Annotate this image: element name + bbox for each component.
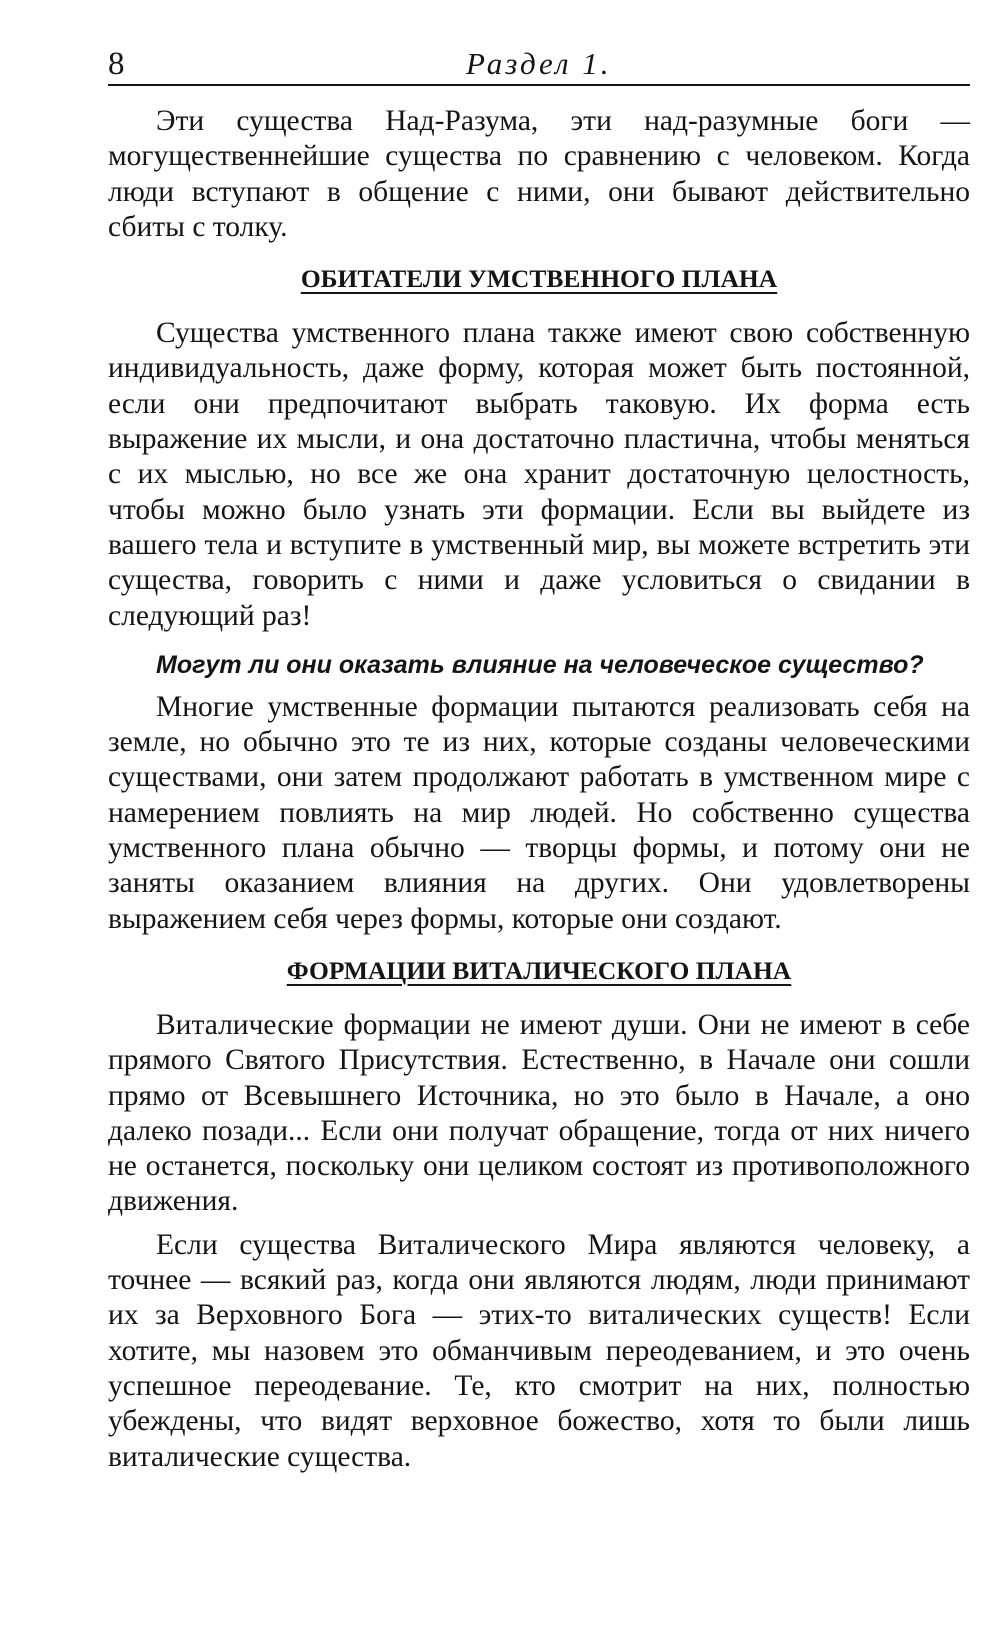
section-heading-vital-plane: ФОРМАЦИИ ВИТАЛИЧЕСКОГО ПЛАНА: [286, 955, 792, 985]
page-header: [108, 44, 970, 86]
mental-plane-paragraph: Существа умственного плана также имеют свою собственную индивидуальность, даже форму, которая может быть постоянной, если они предпочитают выбрать таковую. Их форма есть выражение их мысли, и она достаточно пластична, чтобы меняться с их мыслью, но все же она хранит достаточную целостность, чтобы можно было узнать эти формации. Если вы выйдете из вашего тела и вступите в умственный мир, вы можете встретить эти существа, говорить с ними и даже условиться о свидании в следующий раз!: [108, 317, 970, 632]
page-number: 8: [108, 46, 125, 82]
answer-paragraph: Многие умственные формации пытаются реализовать себя на земле, но обычно это те из них, которые созданы человеческими существами, они затем продолжают работать в умственном мире с намерением повлиять на мир людей. Но собственно существа умственного плана обычно — творцы формы, и потому они не заняты оказанием влияния на других. Они удовлетворены выражением себя через формы, которые они создают.: [108, 690, 970, 935]
vital-plane-paragraph-1: Виталические формации не имеют души. Они не имеют в себе прямого Святого Присутствия. Естественно, в Начале они сошли прямо от Всевышнего Источника, но это было в Начале, а оно далеко позади... Если они получат обращение, тогда от них ничего не останется, поскольку они целиком состоят из противоположного движения.: [108, 1008, 970, 1218]
section-heading-mental-plane: ОБИТАТЕЛИ УМСТВЕННОГО ПЛАНА: [300, 264, 778, 294]
intro-paragraph: Эти существа Над-Разума, эти над-разумные боги — могущественнейшие существа по сравнению с человеком. Когда люди вступают в общение с ними, они бывают действительно сбиты с толку.: [108, 105, 970, 243]
page-body: [108, 86, 970, 1475]
running-title: Раздел 1.: [466, 46, 612, 81]
vital-plane-paragraph-2: Если существа Виталического Мира являются человеку, а точнее — всякий раз, когда они являются людям, люди принимают их за Верховного Бога — этих-то виталических существ! Если хотите, мы назовем это обманчивым переодеванием, и это очень успешное переодевание. Те, кто смотрит на них, полностью убеждены, что видят верховное божество, хотя то были лишь виталические существа.: [108, 1228, 970, 1473]
book-page: [108, 44, 970, 1475]
question-text: Могут ли они оказать влияние на человеческое существо?: [156, 650, 924, 679]
